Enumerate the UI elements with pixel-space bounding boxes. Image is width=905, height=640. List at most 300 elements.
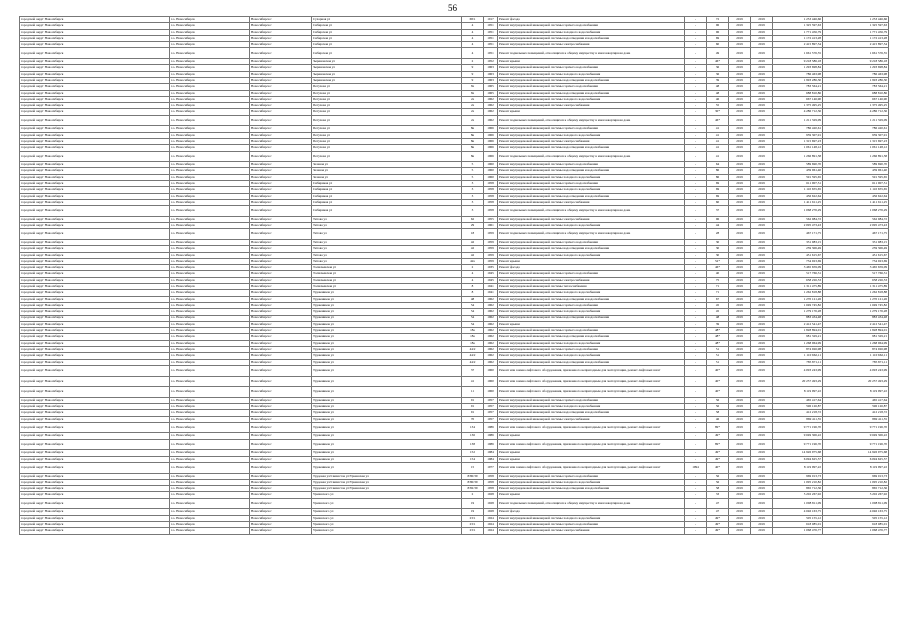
- district-cell: городской округ Новосибирск: [20, 492, 170, 498]
- wear-percent-cell: 46: [707, 416, 729, 422]
- wear-percent-cell: 51: [707, 347, 729, 353]
- work-type-cell: Ремонт подвальных помещений, относящихся к общему имуществу в многоквартирном доме: [498, 115, 685, 126]
- street-cell: Титова ул: [312, 258, 462, 264]
- work-type-cell: Ремонт внутридомовой инженерной системы горячего водоснабжения: [498, 23, 685, 29]
- municipality-cell: г.о. Новосибирск: [170, 29, 250, 35]
- reconstruction-year-cell: -: [685, 229, 707, 240]
- table-row: [20, 528, 889, 534]
- cost-fund-cell: 688 810,86: [823, 90, 889, 96]
- street-cell: Сибирская ул: [312, 35, 462, 41]
- work-type-cell: Ремонт внутридомовой инженерной системы холодного водоснабжения: [498, 174, 685, 180]
- district-cell: городской округ Новосибирск: [20, 59, 170, 65]
- wear-percent-cell: 96: [707, 216, 729, 222]
- house-number-cell: 70: [462, 416, 484, 422]
- municipality-cell: г.о. Новосибирск: [170, 359, 250, 365]
- cost-fund-cell: 3 465 659,09: [823, 265, 889, 271]
- cost-total-cell: 1 828 894,01: [773, 328, 823, 334]
- build-year-cell: 1962: [484, 334, 498, 340]
- cost-fund-cell: 1 311 475,89: [823, 284, 889, 290]
- plan-year-end-cell: 2019: [751, 296, 773, 302]
- district-cell: городской округ Новосибирск: [20, 29, 170, 35]
- house-number-cell: 48: [462, 296, 484, 302]
- district-cell: городской округ Новосибирск: [20, 486, 170, 492]
- work-type-cell: Ремонт внутридомовой инженерной системы электроснабжения: [498, 103, 685, 109]
- plan-year-end-cell: 2019: [751, 223, 773, 229]
- district-cell: городской округ Новосибирск: [20, 422, 170, 433]
- cost-total-cell: 9 218 586,18: [773, 59, 823, 65]
- reconstruction-year-cell: -: [685, 216, 707, 222]
- plan-year-start-cell: 2019: [729, 473, 751, 479]
- reconstruction-year-cell: -: [685, 347, 707, 353]
- work-type-cell: Ремонт внутридомовой инженерной системы водоотведения и водоснабжения: [498, 246, 685, 252]
- district-cell: городской округ Новосибирск: [20, 223, 170, 229]
- plan-year-end-cell: 2019: [751, 515, 773, 521]
- work-type-cell: Ремонт или замена лифтового оборудования, признанного непригодным для эксплуатации, ремонт лифтовых шахт: [498, 387, 685, 398]
- work-type-cell: Ремонт внутридомовой инженерной системы электроснабжения: [498, 138, 685, 144]
- reconstruction-year-cell: -: [685, 397, 707, 403]
- settlement-cell: Новосибирск г: [250, 416, 312, 422]
- reconstruction-year-cell: -: [685, 239, 707, 245]
- district-cell: городской округ Новосибирск: [20, 42, 170, 48]
- plan-year-start-cell: 2019: [729, 498, 751, 509]
- district-cell: городской округ Новосибирск: [20, 145, 170, 151]
- reconstruction-year-cell: 1994: [685, 462, 707, 473]
- cost-total-cell: 412 218,72: [773, 410, 823, 416]
- street-cell: Трудовая ул/Связистов ул/Урманская ул: [312, 479, 462, 485]
- plan-year-end-cell: 2019: [751, 168, 773, 174]
- municipality-cell: г.о. Новосибирск: [170, 115, 250, 126]
- build-year-cell: 1960: [484, 162, 498, 168]
- reconstruction-year-cell: -: [685, 265, 707, 271]
- cost-fund-cell: 9 771 196,70: [823, 439, 889, 450]
- cost-fund-cell: 2 415 897,54: [823, 42, 889, 48]
- cost-total-cell: 1 110 655,65: [773, 187, 823, 193]
- reconstruction-year-cell: -: [685, 84, 707, 90]
- plan-year-start-cell: 2019: [729, 277, 751, 283]
- municipality-cell: г.о. Новосибирск: [170, 181, 250, 187]
- build-year-cell: 1962: [484, 315, 498, 321]
- plan-year-end-cell: 2019: [751, 456, 773, 462]
- wear-percent-cell: 51: [707, 353, 729, 359]
- table-row: [20, 439, 889, 450]
- wear-percent-cell: 56: [707, 473, 729, 479]
- cost-total-cell: 1 068 476,77: [773, 528, 823, 534]
- district-cell: городской округ Новосибирск: [20, 462, 170, 473]
- house-number-cell: 4: [462, 42, 484, 48]
- street-cell: Трудовая ул/Связистов ул/Урманская ул: [312, 486, 462, 492]
- house-number-cell: 11: [462, 387, 484, 398]
- table-row: [20, 206, 889, 217]
- cost-total-cell: 1 270 121,26: [773, 296, 823, 302]
- municipality-cell: г.о. Новосибирск: [170, 340, 250, 346]
- house-number-cell: 2а: [462, 109, 484, 115]
- cost-total-cell: 1 253 446,66: [773, 17, 823, 23]
- cost-total-cell: 2 095 473,43: [773, 223, 823, 229]
- municipality-cell: г.о. Новосибирск: [170, 168, 250, 174]
- wear-percent-cell: 96: [707, 29, 729, 35]
- plan-year-end-cell: 2019: [751, 103, 773, 109]
- cost-fund-cell: 1 268 964,99: [823, 340, 889, 346]
- street-cell: Тружеников ул: [312, 321, 462, 327]
- municipality-cell: г.о. Новосибирск: [170, 216, 250, 222]
- district-cell: городской округ Новосибирск: [20, 433, 170, 439]
- work-type-cell: Ремонт крыши: [498, 258, 685, 264]
- build-year-cell: 1957: [484, 397, 498, 403]
- house-number-cell: 2: [462, 492, 484, 498]
- street-cell: Титова ул: [312, 223, 462, 229]
- district-cell: городской округ Новосибирск: [20, 23, 170, 29]
- cost-fund-cell: 517 766,31: [823, 271, 889, 277]
- cost-total-cell: 331 983,15: [773, 239, 823, 245]
- build-year-cell: 1962: [484, 347, 498, 353]
- house-number-cell: 8/80/39: [462, 473, 484, 479]
- cost-total-cell: 618 085,01: [773, 521, 823, 527]
- house-number-cell: 54: [462, 302, 484, 308]
- build-year-cell: 1962: [484, 296, 498, 302]
- reconstruction-year-cell: -: [685, 450, 707, 456]
- settlement-cell: Новосибирск г: [250, 193, 312, 199]
- table-row: [20, 151, 889, 162]
- street-cell: Зыряновская ул: [312, 59, 462, 65]
- cost-total-cell: 786 463,98: [773, 71, 823, 77]
- reconstruction-year-cell: -: [685, 359, 707, 365]
- reconstruction-year-cell: -: [685, 340, 707, 346]
- plan-year-start-cell: 2019: [729, 450, 751, 456]
- settlement-cell: Новосибирск г: [250, 439, 312, 450]
- street-cell: Сибиряков ул: [312, 206, 462, 217]
- cost-total-cell: 1 411 611,25: [773, 199, 823, 205]
- house-number-cell: 8: [462, 284, 484, 290]
- wear-percent-cell: 28: [707, 229, 729, 240]
- cost-fund-cell: 2 412 541,47: [823, 321, 889, 327]
- work-type-cell: Ремонт внутридомовой инженерной системы водоотведения и водоснабжения: [498, 90, 685, 96]
- plan-year-end-cell: 2019: [751, 48, 773, 59]
- build-year-cell: 1958: [484, 187, 498, 193]
- cost-fund-cell: 1 293 698,84: [823, 65, 889, 71]
- street-cell: Зеленая ул: [312, 168, 462, 174]
- street-cell: Петухова ул: [312, 126, 462, 132]
- municipality-cell: г.о. Новосибирск: [170, 96, 250, 102]
- settlement-cell: Новосибирск г: [250, 168, 312, 174]
- reconstruction-year-cell: -: [685, 71, 707, 77]
- municipality-cell: г.о. Новосибирск: [170, 151, 250, 162]
- plan-year-end-cell: 2019: [751, 174, 773, 180]
- municipality-cell: г.о. Новосибирск: [170, 397, 250, 403]
- cost-total-cell: 589 690,70: [773, 162, 823, 168]
- work-type-cell: Ремонт внутридомовой инженерной системы горячего водоснабжения: [498, 271, 685, 277]
- plan-year-end-cell: 2019: [751, 246, 773, 252]
- table-body: [20, 17, 889, 535]
- reconstruction-year-cell: -: [685, 492, 707, 498]
- cost-fund-cell: 883 434,48: [823, 315, 889, 321]
- cost-total-cell: 1 049 745,82: [773, 302, 823, 308]
- cost-fund-cell: 439 961,40: [823, 168, 889, 174]
- work-type-cell: Ремонт внутридомовой инженерной системы горячего водоснабжения: [498, 397, 685, 403]
- table-row: [20, 498, 889, 509]
- work-type-cell: Ремонт внутридомовой инженерной системы электроснабжения: [498, 416, 685, 422]
- plan-year-start-cell: 2019: [729, 151, 751, 162]
- house-number-cell: 9: [462, 71, 484, 77]
- cost-total-cell: 1 268 964,99: [773, 340, 823, 346]
- cost-total-cell: 562 984,72: [773, 216, 823, 222]
- settlement-cell: Новосибирск г: [250, 422, 312, 433]
- build-year-cell: 1951: [484, 23, 498, 29]
- cost-total-cell: 1 661 576,55: [773, 48, 823, 59]
- settlement-cell: Новосибирск г: [250, 77, 312, 83]
- plan-year-start-cell: 2019: [729, 168, 751, 174]
- plan-year-end-cell: 2019: [751, 486, 773, 492]
- cost-total-cell: 259 306,49: [773, 246, 823, 252]
- wear-percent-cell: 69: [707, 35, 729, 41]
- plan-year-start-cell: 2019: [729, 90, 751, 96]
- street-cell: Тружеников ул: [312, 439, 462, 450]
- municipality-cell: г.о. Новосибирск: [170, 187, 250, 193]
- cost-total-cell: 591 595,65: [773, 174, 823, 180]
- settlement-cell: Новосибирск г: [250, 328, 312, 334]
- cost-total-cell: 8 119 997,22: [773, 387, 823, 398]
- build-year-cell: 1952: [484, 59, 498, 65]
- table-row: [20, 376, 889, 387]
- settlement-cell: Новосибирск г: [250, 59, 312, 65]
- street-cell: Сухарная ул: [312, 17, 462, 23]
- build-year-cell: 1951: [484, 35, 498, 41]
- build-year-cell: 1963: [484, 71, 498, 77]
- reconstruction-year-cell: -: [685, 321, 707, 327]
- reconstruction-year-cell: -: [685, 271, 707, 277]
- cost-fund-cell: 4 286 712,36: [823, 109, 889, 115]
- house-number-cell: 44/2: [462, 359, 484, 365]
- district-cell: городской округ Новосибирск: [20, 296, 170, 302]
- plan-year-start-cell: 2019: [729, 456, 751, 462]
- cost-fund-cell: 8 119 997,22: [823, 387, 889, 398]
- reconstruction-year-cell: -: [685, 290, 707, 296]
- cost-total-cell: 1 098 811,09: [773, 498, 823, 509]
- district-cell: городской округ Новосибирск: [20, 77, 170, 83]
- cost-fund-cell: 1 098 811,09: [823, 498, 889, 509]
- district-cell: городской округ Новосибирск: [20, 90, 170, 96]
- house-number-cell: 19: [462, 509, 484, 515]
- work-type-cell: Ремонт внутридомовой инженерной системы холодного водоснабжения: [498, 71, 685, 77]
- street-cell: Сибирская ул: [312, 23, 462, 29]
- municipality-cell: г.о. Новосибирск: [170, 521, 250, 527]
- street-cell: Тружеников ул: [312, 410, 462, 416]
- cost-fund-cell: 1 095 210,82: [823, 479, 889, 485]
- reconstruction-year-cell: -: [685, 96, 707, 102]
- municipality-cell: г.о. Новосибирск: [170, 462, 250, 473]
- house-number-cell: 42а: [462, 258, 484, 264]
- build-year-cell: 1986: [484, 433, 498, 439]
- work-type-cell: Ремонт или замена лифтового оборудования, признанного непригодным для эксплуатации, ремонт лифтовых шахт: [498, 439, 685, 450]
- wear-percent-cell: 48: [707, 84, 729, 90]
- work-type-cell: Ремонт внутридомовой инженерной системы электроснабжения: [498, 199, 685, 205]
- plan-year-start-cell: 2019: [729, 296, 751, 302]
- wear-percent-cell: 39: [707, 77, 729, 83]
- wear-percent-cell: 41: [707, 138, 729, 144]
- plan-year-end-cell: 2019: [751, 65, 773, 71]
- street-cell: Трудовая ул/Связистов ул/Урманская ул: [312, 473, 462, 479]
- build-year-cell: 1966: [484, 138, 498, 144]
- municipality-cell: г.о. Новосибирск: [170, 515, 250, 521]
- cost-fund-cell: 9 218 586,18: [823, 59, 889, 65]
- house-number-cell: 9: [462, 77, 484, 83]
- plan-year-start-cell: 2019: [729, 328, 751, 334]
- municipality-cell: г.о. Новосибирск: [170, 42, 250, 48]
- settlement-cell: Новосибирск г: [250, 246, 312, 252]
- district-cell: городской округ Новосибирск: [20, 439, 170, 450]
- build-year-cell: 1958: [484, 473, 498, 479]
- plan-year-end-cell: 2019: [751, 96, 773, 102]
- district-cell: городской округ Новосибирск: [20, 265, 170, 271]
- house-number-cell: 68/1: [462, 17, 484, 23]
- plan-year-start-cell: 2019: [729, 109, 751, 115]
- reconstruction-year-cell: -: [685, 193, 707, 199]
- municipality-cell: г.о. Новосибирск: [170, 239, 250, 245]
- street-cell: Титова ул: [312, 216, 462, 222]
- settlement-cell: Новосибирск г: [250, 115, 312, 126]
- municipality-cell: г.о. Новосибирск: [170, 302, 250, 308]
- plan-year-end-cell: 2019: [751, 277, 773, 283]
- cost-total-cell: 1 095 210,82: [773, 479, 823, 485]
- reconstruction-year-cell: -: [685, 138, 707, 144]
- street-cell: Тружеников ул: [312, 462, 462, 473]
- plan-year-start-cell: 2019: [729, 347, 751, 353]
- municipality-cell: г.о. Новосибирск: [170, 321, 250, 327]
- house-number-cell: 5: [462, 174, 484, 180]
- district-cell: городской округ Новосибирск: [20, 528, 170, 534]
- house-number-cell: 152: [462, 450, 484, 456]
- house-number-cell: 15: [462, 462, 484, 473]
- plan-year-end-cell: 2019: [751, 290, 773, 296]
- street-cell: Тружеников ул: [312, 397, 462, 403]
- reconstruction-year-cell: -: [685, 23, 707, 29]
- plan-year-end-cell: 2019: [751, 309, 773, 315]
- district-cell: городской округ Новосибирск: [20, 359, 170, 365]
- cost-total-cell: 1 172 413,28: [773, 35, 823, 41]
- municipality-cell: г.о. Новосибирск: [170, 404, 250, 410]
- work-type-cell: Ремонт внутридомовой инженерной системы электроснабжения: [498, 216, 685, 222]
- plan-year-start-cell: 2019: [729, 35, 751, 41]
- plan-year-start-cell: 2019: [729, 265, 751, 271]
- house-number-cell: 5: [462, 168, 484, 174]
- reconstruction-year-cell: -: [685, 115, 707, 126]
- reconstruction-year-cell: -: [685, 181, 707, 187]
- cost-fund-cell: 667 146,90: [823, 96, 889, 102]
- cost-total-cell: 1 375 495,25: [773, 103, 823, 109]
- build-year-cell: 1945: [484, 277, 498, 283]
- settlement-cell: Новосибирск г: [250, 450, 312, 456]
- plan-year-start-cell: 2019: [729, 23, 751, 29]
- plan-year-start-cell: 2019: [729, 416, 751, 422]
- plan-year-end-cell: 2019: [751, 35, 773, 41]
- settlement-cell: Новосибирск г: [250, 521, 312, 527]
- district-cell: городской округ Новосибирск: [20, 168, 170, 174]
- reconstruction-year-cell: -: [685, 486, 707, 492]
- wear-percent-cell: 52*: [707, 258, 729, 264]
- cost-total-cell: 456 622,64: [773, 193, 823, 199]
- build-year-cell: 1951: [484, 42, 498, 48]
- wear-percent-cell: 36: [707, 65, 729, 71]
- cost-fund-cell: 658 226,53: [823, 277, 889, 283]
- house-number-cell: 19: [462, 498, 484, 509]
- district-cell: городской округ Новосибирск: [20, 96, 170, 102]
- plan-year-end-cell: 2019: [751, 162, 773, 168]
- build-year-cell: 1962: [484, 115, 498, 126]
- reconstruction-year-cell: -: [685, 456, 707, 462]
- district-cell: городской округ Новосибирск: [20, 65, 170, 71]
- work-type-cell: Ремонт внутридомовой инженерной системы горячего водоснабжения: [498, 126, 685, 132]
- plan-year-start-cell: 2019: [729, 84, 751, 90]
- cost-fund-cell: 6 094 625,57: [823, 456, 889, 462]
- work-type-cell: Ремонт внутридомовой инженерной системы водоотведения и водоснабжения: [498, 410, 685, 416]
- settlement-cell: Новосибирск г: [250, 181, 312, 187]
- reconstruction-year-cell: -: [685, 246, 707, 252]
- municipality-cell: г.о. Новосибирск: [170, 328, 250, 334]
- cost-total-cell: 3 465 659,09: [773, 265, 823, 271]
- work-type-cell: Ремонт внутридомовой инженерной системы водоотведения и водоснабжения: [498, 315, 685, 321]
- municipality-cell: г.о. Новосибирск: [170, 473, 250, 479]
- plan-year-start-cell: 2019: [729, 321, 751, 327]
- settlement-cell: Новосибирск г: [250, 206, 312, 217]
- plan-year-start-cell: 2019: [729, 252, 751, 258]
- house-number-cell: 8/82/39: [462, 486, 484, 492]
- wear-percent-cell: 56: [707, 404, 729, 410]
- district-cell: городской округ Новосибирск: [20, 302, 170, 308]
- wear-percent-cell: 71: [707, 290, 729, 296]
- wear-percent-cell: 39: [707, 321, 729, 327]
- settlement-cell: Новосибирск г: [250, 174, 312, 180]
- wear-percent-cell: 60: [707, 42, 729, 48]
- plan-year-start-cell: 2019: [729, 193, 751, 199]
- work-type-cell: Ремонт внутридомовой инженерной системы горячего водоснабжения: [498, 239, 685, 245]
- district-cell: городской округ Новосибирск: [20, 290, 170, 296]
- plan-year-start-cell: 2019: [729, 174, 751, 180]
- plan-year-start-cell: 2019: [729, 302, 751, 308]
- municipality-cell: г.о. Новосибирск: [170, 315, 250, 321]
- table-row: [20, 365, 889, 376]
- cost-fund-cell: 1 262 818,88: [823, 290, 889, 296]
- street-cell: Тружеников ул: [312, 387, 462, 398]
- cost-fund-cell: 785 871,11: [823, 359, 889, 365]
- wear-percent-cell: 46*: [707, 265, 729, 271]
- cost-fund-cell: 1 211 329,09: [823, 115, 889, 126]
- district-cell: городской округ Новосибирск: [20, 181, 170, 187]
- settlement-cell: Новосибирск г: [250, 528, 312, 534]
- settlement-cell: Новосибирск г: [250, 138, 312, 144]
- reconstruction-year-cell: -: [685, 258, 707, 264]
- work-type-cell: Ремонт крыши: [498, 433, 685, 439]
- street-cell: Тружеников ул: [312, 315, 462, 321]
- settlement-cell: Новосибирск г: [250, 284, 312, 290]
- wear-percent-cell: 33: [707, 492, 729, 498]
- plan-year-start-cell: 2019: [729, 48, 751, 59]
- settlement-cell: Новосибирск г: [250, 252, 312, 258]
- house-number-cell: 23/1: [462, 521, 484, 527]
- cost-fund-cell: 1 411 611,25: [823, 199, 889, 205]
- municipality-cell: г.о. Новосибирск: [170, 103, 250, 109]
- plan-year-end-cell: 2019: [751, 84, 773, 90]
- cost-fund-cell: 596 126,87: [823, 404, 889, 410]
- house-number-cell: 44/2: [462, 353, 484, 359]
- district-cell: городской округ Новосибирск: [20, 450, 170, 456]
- plan-year-end-cell: 2019: [751, 353, 773, 359]
- work-type-cell: Ремонт подвальных помещений, относящихся к общему имуществу в многоквартирном доме: [498, 151, 685, 162]
- wear-percent-cell: 46*: [707, 59, 729, 65]
- district-cell: городской округ Новосибирск: [20, 151, 170, 162]
- street-cell: Тружеников ул: [312, 433, 462, 439]
- district-cell: городской округ Новосибирск: [20, 334, 170, 340]
- plan-year-start-cell: 2019: [729, 59, 751, 65]
- street-cell: Петухова ул: [312, 96, 462, 102]
